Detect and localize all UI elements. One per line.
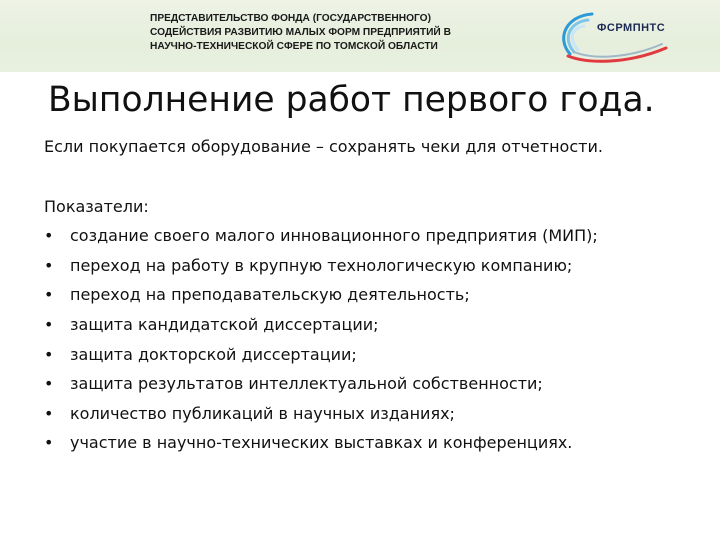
indicator-text: защита докторской диссертации;	[70, 344, 357, 364]
bullet-marker: •	[44, 344, 54, 364]
slide-title: Выполнение работ первого года.	[48, 80, 655, 120]
equipment-receipts-note: Если покупается оборудование – сохранять чеки для отчетности.	[44, 137, 603, 156]
bullet-marker: •	[44, 433, 54, 453]
indicator-text: участие в научно-технических выставках и конференциях.	[70, 433, 573, 453]
indicator-text: количество публикаций в научных изданиях;	[70, 403, 455, 423]
bullet-marker: •	[44, 403, 54, 423]
indicator-text: защита кандидатской диссертации;	[70, 314, 379, 334]
indicator-item	[44, 399, 704, 429]
fund-logo-text: ФСРМПНТС	[597, 22, 666, 34]
indicator-text: защита результатов интеллектуальной собственности;	[70, 374, 543, 394]
bullet-marker: •	[44, 285, 54, 305]
indicator-text: переход на работу в крупную технологическую компанию;	[70, 255, 573, 275]
indicator-item	[44, 428, 704, 458]
organization-name-line: СОДЕЙСТВИЯ РАЗВИТИЮ МАЛЫХ ФОРМ ПРЕДПРИЯТИЙ В	[150, 27, 451, 38]
indicator-item	[44, 340, 704, 370]
indicator-text: переход на преподавательскую деятельность;	[70, 285, 470, 305]
indicators-list	[44, 221, 704, 458]
indicator-item	[44, 221, 704, 251]
indicator-item	[44, 251, 704, 281]
bullet-marker: •	[44, 374, 54, 394]
bullet-marker: •	[44, 226, 54, 246]
indicator-item	[44, 310, 704, 340]
indicator-item	[44, 280, 704, 310]
organization-name	[150, 12, 520, 54]
slide-content	[44, 132, 704, 458]
indicator-text: создание своего малого инновационного предприятия (МИП);	[70, 226, 598, 246]
bullet-marker: •	[44, 314, 54, 334]
bullet-marker: •	[44, 255, 54, 275]
organization-name-line: ПРЕДСТАВИТЕЛЬСТВО ФОНДА (ГОСУДАРСТВЕННОГО)	[150, 13, 431, 24]
indicators-heading: Показатели:	[44, 196, 149, 216]
organization-name-line: НАУЧНО-ТЕХНИЧЕСКОЙ СФЕРЕ ПО ТОМСКОЙ ОБЛАСТИ	[150, 41, 438, 52]
paragraph-spacer	[44, 162, 704, 192]
indicator-item	[44, 369, 704, 399]
fund-logo-icon	[548, 8, 673, 64]
